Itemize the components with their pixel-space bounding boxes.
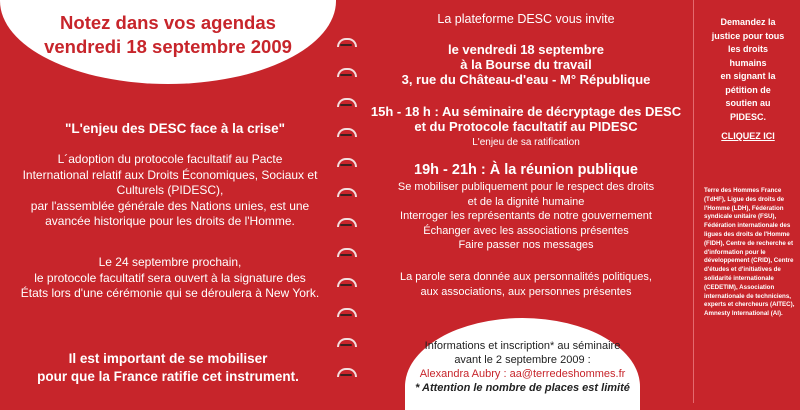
ring-icon	[337, 368, 357, 377]
paragraph-line: par l'assemblée générale des Nations unies, est une	[30, 198, 310, 213]
speakers-line-1: La parole sera donnée aux personnalités politiques,	[400, 271, 652, 283]
right-panel	[694, 0, 800, 403]
list-item: et de la dignité humaine	[467, 195, 585, 208]
petition-line: humains	[729, 57, 767, 68]
petition-line: soutien au	[725, 98, 771, 108]
event-date: le vendredi 18 septembre	[447, 42, 605, 57]
left-paragraph-2	[14, 255, 326, 302]
header-line-1: Notez dans vos agendas	[60, 12, 276, 33]
ring-icon	[337, 128, 357, 137]
paragraph-line: L´adoption du protocole facultatif au Pacte	[57, 152, 283, 166]
info-line-1: Informations et inscription* au séminaire	[424, 340, 621, 352]
header-bubble	[0, 0, 336, 84]
ring-icon	[337, 248, 357, 257]
ring-icon	[337, 338, 357, 347]
ring-icon	[337, 218, 357, 227]
paragraph-line: États lors d'une cérémonie qui se déroulera à New York.	[20, 286, 320, 300]
ring-icon	[337, 188, 357, 197]
ring-icon	[337, 158, 357, 167]
left-paragraph-1	[14, 152, 326, 230]
organizations-list: Terre des Hommes France (TdHF), Ligue des droits de l'Homme (LDH), Fédération syndicale unitaire (FSU), Fédération internationale des ligues des droits de l'Homme (FIDH), Centre de recherche et d'information pour le développement (CRID), Centre d'études et d'initiatives de solidarité internationale (CEDETIM), Association internationale de techniciens, experts et chercheurs (AITEC), Amnesty International (AI).	[704, 187, 795, 318]
ring-icon	[337, 38, 357, 47]
ring-icon	[337, 68, 357, 77]
petition-line: justice pour tous	[711, 30, 785, 41]
petition-line: PIDESC.	[729, 111, 766, 122]
ring-icon	[337, 308, 357, 317]
cta-line-2: pour que la France ratifie cet instrument.	[37, 369, 299, 384]
list-item: Se mobiliser publiquement pour le respect des droits	[397, 181, 655, 193]
paragraph-line: Culturels (PIDESC),	[116, 183, 224, 197]
event-address: 3, rue du Château-d'eau - M° République	[401, 72, 651, 87]
invite-intro: La plateforme DESC vous invite	[437, 12, 615, 26]
seminar-title-1: 15h - 18 h : Au séminaire de décryptage des DESC	[370, 104, 682, 119]
public-meeting-list	[358, 180, 694, 253]
left-panel	[0, 0, 336, 403]
paragraph-line: International relatif aux Droits Économiques, Sociaux et	[22, 167, 318, 182]
header-line-2: vendredi 18 septembre 2009	[44, 36, 292, 57]
paragraph-line: avancée historique pour les droits de l'Homme.	[45, 214, 295, 228]
list-item: Faire passer nos messages	[458, 239, 594, 251]
petition-line: les droits	[727, 44, 768, 54]
info-text	[405, 339, 640, 395]
paragraph-line: Le 24 septembre prochain,	[98, 255, 242, 269]
speakers-line-2: aux associations, aux personnes présentes	[420, 285, 632, 298]
petition-line: pétition de	[725, 84, 771, 95]
ring-icon	[337, 98, 357, 107]
info-note: * Attention le nombre de places est limité	[415, 382, 630, 394]
seminar-title-2: et du Protocole facultatif au PIDESC	[414, 119, 638, 134]
petition-line: en signant la	[720, 71, 776, 81]
petition-link[interactable]: CLIQUEZ ICI	[721, 131, 775, 141]
ring-icon	[337, 278, 357, 287]
event-venue: à la Bourse du travail	[460, 57, 592, 72]
left-call-to-action	[18, 350, 318, 386]
petition-line: Demandez la	[720, 17, 776, 27]
spiral-binding	[333, 28, 357, 398]
public-meeting-title: 19h - 21h : À la réunion publique	[414, 162, 638, 178]
paragraph-line: le protocole facultatif sera ouvert à la signature des	[34, 270, 306, 285]
list-item: Interroger les représentants de notre gouvernement	[400, 210, 652, 222]
speakers-text	[358, 270, 694, 299]
cta-line-1: Il est important de se mobiliser	[68, 351, 268, 366]
petition-text	[702, 16, 794, 144]
left-title: "L'enjeu des DESC face à la crise"	[64, 121, 286, 136]
info-line-2: avant le 2 septembre 2009 :	[454, 354, 591, 366]
seminar-subtitle: L'enjeu de sa ratification	[472, 137, 580, 148]
list-item: Échanger avec les associations présentes	[423, 224, 629, 237]
contact-email-link[interactable]: Alexandra Aubry : aa@terredeshommes.fr	[419, 368, 626, 380]
